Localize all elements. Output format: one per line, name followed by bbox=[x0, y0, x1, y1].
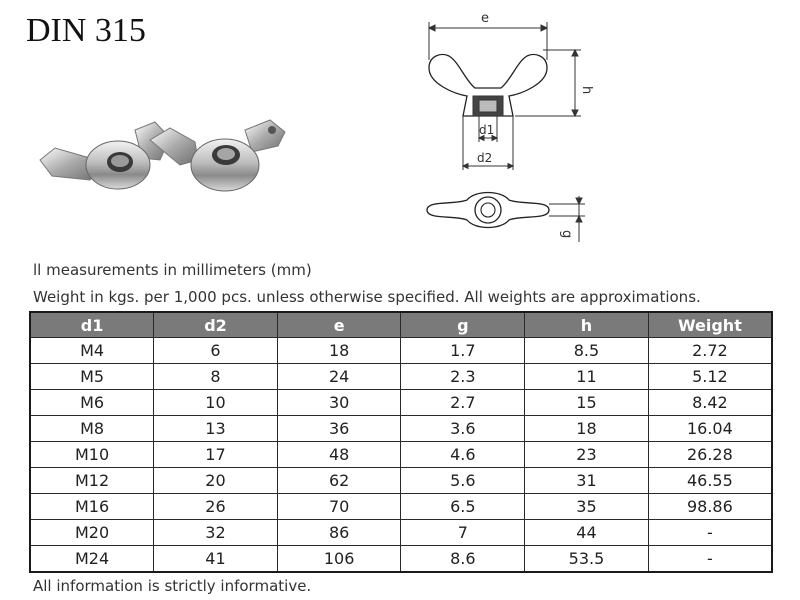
dimensions-table bbox=[29, 311, 773, 573]
cell-e: 62 bbox=[277, 468, 401, 494]
cell-g: 8.6 bbox=[401, 546, 525, 573]
cell-d1: M8 bbox=[30, 416, 154, 442]
right-wing-nut bbox=[150, 120, 285, 191]
header-d2: d2 bbox=[154, 312, 278, 338]
cell-e: 30 bbox=[277, 390, 401, 416]
header-d1: d1 bbox=[30, 312, 154, 338]
cell-d1: M12 bbox=[30, 468, 154, 494]
cell-g: 5.6 bbox=[401, 468, 525, 494]
cell-weight: 16.04 bbox=[648, 416, 772, 442]
weight-note: Weight in kgs. per 1,000 pcs. unless otherwise specified. All weights are approximations. bbox=[33, 288, 701, 306]
cell-h: 23 bbox=[525, 442, 649, 468]
cell-e: 86 bbox=[277, 520, 401, 546]
cell-g: 6.5 bbox=[401, 494, 525, 520]
table-row bbox=[30, 416, 772, 442]
cell-e: 48 bbox=[277, 442, 401, 468]
cell-weight: 2.72 bbox=[648, 338, 772, 364]
left-wing-nut bbox=[40, 122, 170, 189]
header-h: h bbox=[525, 312, 649, 338]
header-weight: Weight bbox=[648, 312, 772, 338]
table-row bbox=[30, 468, 772, 494]
cell-weight: 8.42 bbox=[648, 390, 772, 416]
table-row bbox=[30, 364, 772, 390]
cell-d2: 32 bbox=[154, 520, 278, 546]
cell-d2: 17 bbox=[154, 442, 278, 468]
table-row bbox=[30, 442, 772, 468]
table-row bbox=[30, 520, 772, 546]
page-title: DIN 315 bbox=[26, 12, 146, 49]
label-d2: d2 bbox=[477, 151, 493, 165]
cell-g: 2.3 bbox=[401, 364, 525, 390]
label-h: h bbox=[579, 86, 594, 95]
cell-h: 8.5 bbox=[525, 338, 649, 364]
cell-e: 24 bbox=[277, 364, 401, 390]
table-row bbox=[30, 390, 772, 416]
cell-g: 1.7 bbox=[401, 338, 525, 364]
label-e: e bbox=[481, 11, 489, 26]
cell-d2: 26 bbox=[154, 494, 278, 520]
cell-h: 44 bbox=[525, 520, 649, 546]
cell-h: 31 bbox=[525, 468, 649, 494]
cell-d2: 10 bbox=[154, 390, 278, 416]
cell-weight: 46.55 bbox=[648, 468, 772, 494]
cell-e: 36 bbox=[277, 416, 401, 442]
footer-note: All information is strictly informative. bbox=[33, 577, 312, 595]
cell-h: 53.5 bbox=[525, 546, 649, 573]
cell-h: 35 bbox=[525, 494, 649, 520]
table-row bbox=[30, 546, 772, 573]
table-row bbox=[30, 338, 772, 364]
cell-d2: 13 bbox=[154, 416, 278, 442]
cell-e: 70 bbox=[277, 494, 401, 520]
cell-weight: 5.12 bbox=[648, 364, 772, 390]
cell-d1: M16 bbox=[30, 494, 154, 520]
cell-h: 18 bbox=[525, 416, 649, 442]
cell-d1: M5 bbox=[30, 364, 154, 390]
cell-h: 15 bbox=[525, 390, 649, 416]
cell-d2: 20 bbox=[154, 468, 278, 494]
cell-d2: 41 bbox=[154, 546, 278, 573]
label-d1: d1 bbox=[479, 123, 495, 137]
cell-d1: M6 bbox=[30, 390, 154, 416]
cell-e: 106 bbox=[277, 546, 401, 573]
cell-d1: M20 bbox=[30, 520, 154, 546]
table-header-row bbox=[30, 312, 772, 338]
cell-d1: M10 bbox=[30, 442, 154, 468]
header-e: e bbox=[277, 312, 401, 338]
cell-d2: 6 bbox=[154, 338, 278, 364]
units-note: ll measurements in millimeters (mm) bbox=[33, 261, 312, 279]
cell-e: 18 bbox=[277, 338, 401, 364]
label-g: g bbox=[559, 230, 574, 239]
table-row bbox=[30, 494, 772, 520]
cell-weight: - bbox=[648, 546, 772, 573]
cell-weight: - bbox=[648, 520, 772, 546]
cell-d2: 8 bbox=[154, 364, 278, 390]
cell-weight: 26.28 bbox=[648, 442, 772, 468]
header-g: g bbox=[401, 312, 525, 338]
cell-d1: M4 bbox=[30, 338, 154, 364]
cell-g: 7 bbox=[401, 520, 525, 546]
cell-d1: M24 bbox=[30, 546, 154, 573]
cell-g: 2.7 bbox=[401, 390, 525, 416]
technical-drawing bbox=[415, 0, 615, 250]
cell-h: 11 bbox=[525, 364, 649, 390]
cell-g: 3.6 bbox=[401, 416, 525, 442]
cell-g: 4.6 bbox=[401, 442, 525, 468]
cell-weight: 98.86 bbox=[648, 494, 772, 520]
wing-nut-photo bbox=[30, 110, 300, 220]
